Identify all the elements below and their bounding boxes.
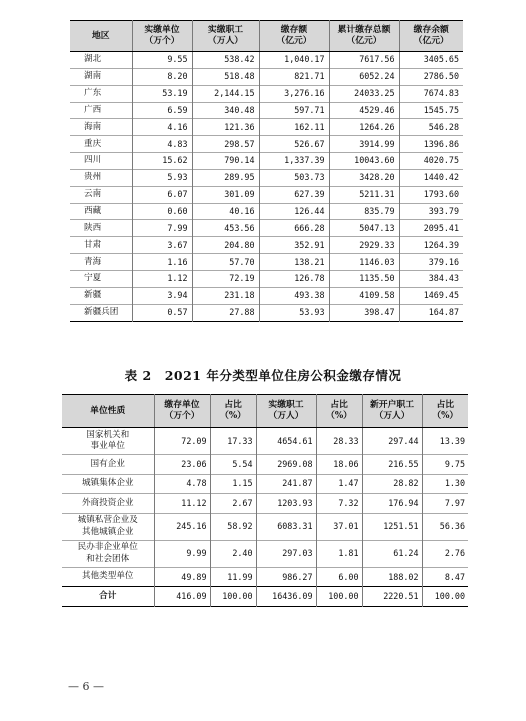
cell-region: 宁夏 (70, 270, 132, 287)
cell-balance: 1793.60 (399, 186, 463, 203)
table-header-row (70, 21, 463, 52)
header-units: 实缴单位 （万个） (132, 21, 192, 52)
cell-employees: 121.36 (192, 119, 259, 136)
table-row (62, 540, 468, 567)
cell-region: 青海 (70, 254, 132, 271)
cell-balance: 384.43 (399, 270, 463, 287)
table-row (70, 220, 463, 237)
cell-units: 3.94 (132, 287, 192, 304)
cell-region: 海南 (70, 119, 132, 136)
header-employees: 实缴职工 （万人） (192, 21, 259, 52)
header-new-accounts-share: 占比 （%） (422, 395, 468, 428)
cell-region: 陕西 (70, 220, 132, 237)
cell-new-accounts: 1251.51 (362, 513, 422, 540)
cell-balance: 1264.39 (399, 237, 463, 254)
cell-units: 4.83 (132, 136, 192, 153)
cell-unit-type: 国家机关和 事业单位 (86, 429, 130, 451)
cell-employees-share: 28.33 (316, 428, 362, 455)
cell-new-accounts-share: 2.76 (422, 540, 468, 567)
cell-employees: 289.95 (192, 169, 259, 186)
cell-balance: 546.28 (399, 119, 463, 136)
cell-cumulative: 1146.03 (329, 254, 399, 271)
header-units-share: 占比 （%） (210, 395, 256, 428)
header-balance: 缴存余额 （亿元） (399, 21, 463, 52)
cell-employees: 57.70 (192, 254, 259, 271)
cell-region: 甘肃 (70, 237, 132, 254)
header-units: 缴存单位 （万个） (154, 395, 210, 428)
cell-units: 0.60 (132, 203, 192, 220)
cell-units: 245.16 (154, 513, 210, 540)
cell-unit-type: 合计 (62, 587, 154, 607)
cell-cumulative: 4109.58 (329, 287, 399, 304)
header-employees-share: 占比 （%） (316, 395, 362, 428)
cell-units: 6.07 (132, 186, 192, 203)
header-new-accounts: 新开户职工 （万人） (362, 395, 422, 428)
cell-employees: 241.87 (256, 474, 316, 494)
cell-deposit: 493.38 (259, 287, 329, 304)
table-row (70, 203, 463, 220)
total-row (62, 587, 468, 607)
cell-region: 湖南 (70, 68, 132, 85)
cell-cumulative: 4529.46 (329, 102, 399, 119)
cell-balance: 1545.75 (399, 102, 463, 119)
cell-new-accounts: 2220.51 (362, 587, 422, 607)
table-row (70, 169, 463, 186)
cell-employees: 72.19 (192, 270, 259, 287)
table-row (70, 52, 463, 69)
cell-balance: 2095.41 (399, 220, 463, 237)
header-deposit: 缴存额 （亿元） (259, 21, 329, 52)
table2-title: 表 2 2021 年分类型单位住房公积金缴存情况 (124, 368, 402, 383)
cell-employees: 2969.08 (256, 455, 316, 475)
cell-units: 416.09 (154, 587, 210, 607)
cell-units: 53.19 (132, 85, 192, 102)
cell-unit-type: 城镇集体企业 (62, 474, 154, 494)
cell-units: 11.12 (154, 494, 210, 514)
cell-employees-share: 37.01 (316, 513, 362, 540)
header-employees: 实缴职工 （万人） (256, 395, 316, 428)
cell-balance: 1396.86 (399, 136, 463, 153)
cell-units: 0.57 (132, 304, 192, 321)
cell-new-accounts: 176.94 (362, 494, 422, 514)
cell-deposit: 53.93 (259, 304, 329, 321)
cell-balance: 3405.65 (399, 52, 463, 69)
cell-deposit: 126.78 (259, 270, 329, 287)
cell-balance: 7674.83 (399, 85, 463, 102)
cell-employees-share: 6.00 (316, 567, 362, 587)
cell-new-accounts: 216.55 (362, 455, 422, 475)
cell-new-accounts-share: 1.30 (422, 474, 468, 494)
cell-units-share: 2.67 (210, 494, 256, 514)
cell-cumulative: 398.47 (329, 304, 399, 321)
cell-employees: 538.42 (192, 52, 259, 69)
cell-balance: 1440.42 (399, 169, 463, 186)
table-row (70, 270, 463, 287)
table-row (70, 85, 463, 102)
cell-units: 15.62 (132, 153, 192, 170)
table-row (70, 237, 463, 254)
header-cumulative: 累计缴存总额 （亿元） (329, 21, 399, 52)
table-row (70, 186, 463, 203)
cell-cumulative: 6052.24 (329, 68, 399, 85)
cell-units: 1.12 (132, 270, 192, 287)
unit-type-deposit-table (62, 394, 468, 607)
cell-deposit: 3,276.16 (259, 85, 329, 102)
cell-region: 云南 (70, 186, 132, 203)
cell-employees: 518.48 (192, 68, 259, 85)
table-row (70, 153, 463, 170)
cell-cumulative: 1264.26 (329, 119, 399, 136)
cell-new-accounts-share: 100.00 (422, 587, 468, 607)
cell-region: 广西 (70, 102, 132, 119)
cell-employees: 6083.31 (256, 513, 316, 540)
cell-new-accounts: 28.82 (362, 474, 422, 494)
cell-employees: 231.18 (192, 287, 259, 304)
cell-employees: 16436.09 (256, 587, 316, 607)
cell-employees-share: 1.47 (316, 474, 362, 494)
cell-new-accounts: 297.44 (362, 428, 422, 455)
cell-new-accounts-share: 7.97 (422, 494, 468, 514)
cell-employees: 340.48 (192, 102, 259, 119)
table-row (70, 102, 463, 119)
cell-unit-type: 民办非企业单位 和社会团体 (62, 540, 154, 567)
cell-new-accounts-share: 13.39 (422, 428, 468, 455)
cell-balance: 1469.45 (399, 287, 463, 304)
cell-deposit: 503.73 (259, 169, 329, 186)
cell-employees: 4654.61 (256, 428, 316, 455)
cell-employees-share: 100.00 (316, 587, 362, 607)
cell-units: 23.06 (154, 455, 210, 475)
cell-employees: 204.80 (192, 237, 259, 254)
cell-units: 3.67 (132, 237, 192, 254)
table-row (62, 455, 468, 475)
cell-deposit: 597.71 (259, 102, 329, 119)
cell-unit-type: 其他类型单位 (62, 567, 154, 587)
cell-new-accounts-share: 56.36 (422, 513, 468, 540)
cell-units: 6.59 (132, 102, 192, 119)
cell-employees: 298.57 (192, 136, 259, 153)
cell-deposit: 821.71 (259, 68, 329, 85)
cell-cumulative: 1135.50 (329, 270, 399, 287)
cell-units: 7.99 (132, 220, 192, 237)
cell-cumulative: 24033.25 (329, 85, 399, 102)
cell-deposit: 352.91 (259, 237, 329, 254)
cell-employees: 1203.93 (256, 494, 316, 514)
cell-region: 广东 (70, 85, 132, 102)
cell-cumulative: 5047.13 (329, 220, 399, 237)
cell-units-share: 11.99 (210, 567, 256, 587)
cell-employees: 986.27 (256, 567, 316, 587)
table-row (70, 119, 463, 136)
cell-units-share: 17.33 (210, 428, 256, 455)
cell-balance: 393.79 (399, 203, 463, 220)
cell-employees: 453.56 (192, 220, 259, 237)
cell-employees-share: 7.32 (316, 494, 362, 514)
cell-units-share: 100.00 (210, 587, 256, 607)
table-row (62, 494, 468, 514)
cell-units: 4.78 (154, 474, 210, 494)
cell-region: 新疆兵团 (70, 304, 132, 321)
cell-units: 5.93 (132, 169, 192, 186)
table-row (62, 513, 468, 540)
cell-units-share: 58.92 (210, 513, 256, 540)
header-unit-type: 单位性质 (62, 395, 154, 428)
cell-unit-type: 国有企业 (62, 455, 154, 475)
table-header-row (62, 395, 468, 428)
cell-region: 西藏 (70, 203, 132, 220)
cell-cumulative: 10043.60 (329, 153, 399, 170)
cell-deposit: 126.44 (259, 203, 329, 220)
cell-cumulative: 835.79 (329, 203, 399, 220)
cell-employees: 40.16 (192, 203, 259, 220)
cell-balance: 379.16 (399, 254, 463, 271)
cell-deposit: 1,040.17 (259, 52, 329, 69)
cell-employees: 790.14 (192, 153, 259, 170)
cell-cumulative: 3428.20 (329, 169, 399, 186)
cell-region: 新疆 (70, 287, 132, 304)
cell-deposit: 627.39 (259, 186, 329, 203)
table-row (70, 254, 463, 271)
cell-unit-type: 城镇私营企业及 其他城镇企业 (62, 513, 154, 540)
cell-deposit: 1,337.39 (259, 153, 329, 170)
cell-deposit: 526.67 (259, 136, 329, 153)
cell-employees: 27.88 (192, 304, 259, 321)
cell-employees: 2,144.15 (192, 85, 259, 102)
cell-balance: 4020.75 (399, 153, 463, 170)
cell-units: 9.99 (154, 540, 210, 567)
cell-region: 湖北 (84, 54, 102, 65)
cell-units: 4.16 (132, 119, 192, 136)
table-row (70, 136, 463, 153)
cell-cumulative: 5211.31 (329, 186, 399, 203)
cell-balance: 164.87 (399, 304, 463, 321)
cell-units-share: 5.54 (210, 455, 256, 475)
cell-units: 49.89 (154, 567, 210, 587)
cell-employees-share: 1.81 (316, 540, 362, 567)
cell-employees-share: 18.06 (316, 455, 362, 475)
table-row (62, 567, 468, 587)
page-number: — 6 — (68, 680, 104, 693)
cell-cumulative: 2929.33 (329, 237, 399, 254)
cell-units: 1.16 (132, 254, 192, 271)
table-row (62, 428, 468, 455)
cell-employees: 297.03 (256, 540, 316, 567)
cell-units: 9.55 (132, 52, 192, 69)
cell-deposit: 138.21 (259, 254, 329, 271)
cell-new-accounts: 188.02 (362, 567, 422, 587)
table-row (70, 68, 463, 85)
cell-employees: 301.09 (192, 186, 259, 203)
table-row (70, 287, 463, 304)
cell-deposit: 666.28 (259, 220, 329, 237)
cell-unit-type: 外商投资企业 (62, 494, 154, 514)
regional-deposit-table (70, 20, 463, 322)
cell-region: 贵州 (70, 169, 132, 186)
table-row (70, 304, 463, 321)
cell-new-accounts: 61.24 (362, 540, 422, 567)
cell-deposit: 162.11 (259, 119, 329, 136)
cell-units: 8.20 (132, 68, 192, 85)
cell-region: 四川 (70, 153, 132, 170)
header-region: 地区 (70, 21, 132, 52)
cell-units-share: 2.40 (210, 540, 256, 567)
cell-units: 72.09 (154, 428, 210, 455)
cell-cumulative: 3914.99 (329, 136, 399, 153)
cell-units-share: 1.15 (210, 474, 256, 494)
cell-new-accounts-share: 9.75 (422, 455, 468, 475)
table-row (62, 474, 468, 494)
cell-region: 重庆 (70, 136, 132, 153)
cell-new-accounts-share: 8.47 (422, 567, 468, 587)
cell-balance: 2786.50 (399, 68, 463, 85)
cell-cumulative: 7617.56 (329, 52, 399, 69)
